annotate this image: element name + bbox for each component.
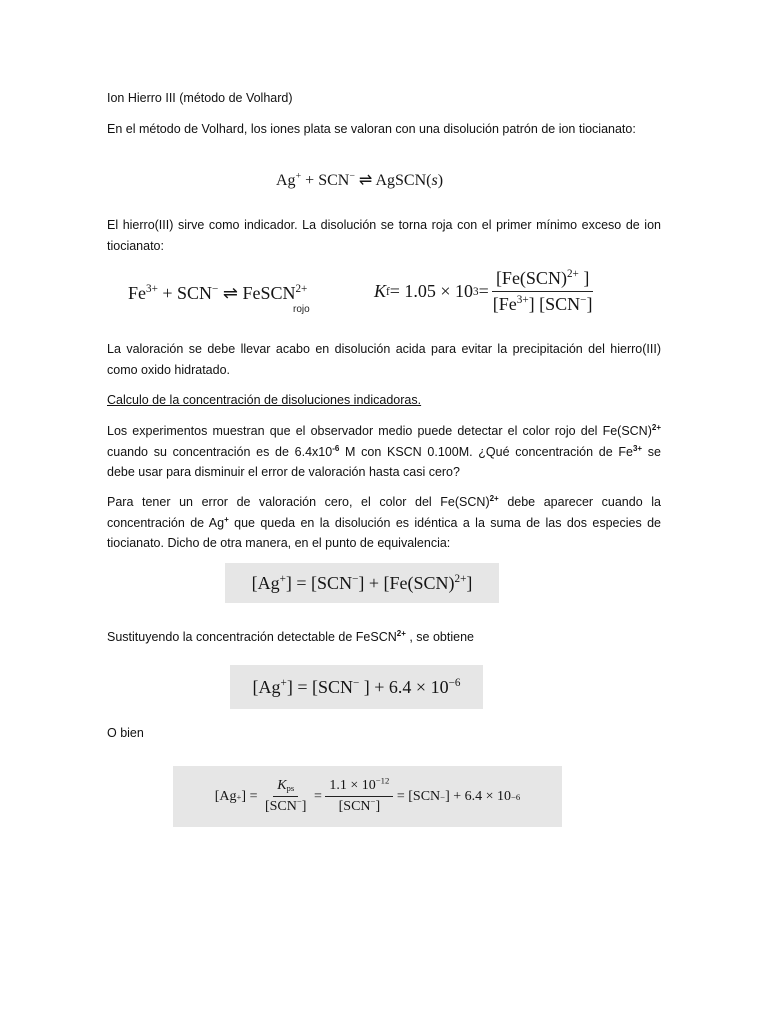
kf-fraction: $\frac{[Fe(SCN)^{2+} ]}{[Fe^{3+}] [SCN^-]}$: [492, 267, 593, 314]
rojo-label: rojo: [293, 304, 310, 315]
ksp-value-fraction: $\frac{1.1 \times 10^{-12}}{[SCN^-]}$: [325, 778, 393, 815]
equilibrium-arrow-icon: ⇌: [358, 172, 373, 189]
substituting-paragraph: Sustituyendo la concentración detectable de FeSCN$^{2+}$ , se obtiene: [107, 628, 474, 644]
kps-fraction: $\frac{K_{ps}}{[SCN^-]}$: [264, 778, 307, 814]
page-title: Ion Hierro III (método de Volhard): [107, 91, 293, 105]
o-bien-text: O bien: [107, 726, 144, 740]
indicator-paragraph: El hierro(III) sirve como indicador. La disolución se torna roja con el primer mínimo exceso de ion tiocianato:: [107, 218, 661, 253]
equation-substituted: [Ag+] = [SCN− ] + $6.4 \times 10^{-6}$: [230, 665, 483, 709]
equation-ag-scn: Ag+ + SCN− ⇌ AgSCN(s): [276, 170, 444, 189]
equation-kf: K f = 1.05 × 10 3 = $\frac{[Fe(SCN)^{2+} ]}{[Fe^{3+}] [SCN^-]}$: [374, 268, 596, 315]
equilibrium-arrow-icon: ⇌: [222, 283, 238, 303]
intro-paragraph: En el método de Volhard, los iones plata se valoran con una disolución patrón de ion tiocianato:: [107, 122, 636, 136]
equation-fe-scn: $Fe^{3+} + SCN^-$ ⇌ FeSCN$^{2+}$: [128, 282, 308, 303]
section-heading: Calculo de la concentración de disoluciones indicadoras.: [107, 393, 422, 407]
zero-error-paragraph: Para tener un error de valoración cero, el color del Fe(SCN)$^{2+}$ debe aparecer cuando la concentración de Ag+ que queda en la disolución es idéntica a la suma de las dos especies de tiocianato. Dicho de otra manera, en el punto de equivalencia:: [107, 493, 661, 550]
equation-kps: [Ag + ] = $\frac{K_{ps}}{[SCN^-]}$ = $\frac{1.1 \times 10^{-12}}{[SCN^-]}$ = [SCN − ] + 6.4 × 10 −6: [173, 766, 562, 827]
experiment-paragraph: Los experimentos muestran que el observador medio puede detectar el color rojo del Fe(SCN)$^{2+}$ cuando su concentración es de $6.4x10^{-6}$ M con KSCN 0.100M. ¿Qué concentración de $Fe^{3+}$ se debe usar para disminuir el error de valoración hasta casi cero?: [107, 422, 661, 479]
acid-paragraph: La valoración se debe llevar acabo en disolución acida para evitar la precipitación del hierro(III) como oxido hidratado.: [107, 342, 661, 377]
equation-equivalence: [Ag+] = [SCN−] + [Fe(SCN)$^{2+}$]: [225, 563, 499, 603]
